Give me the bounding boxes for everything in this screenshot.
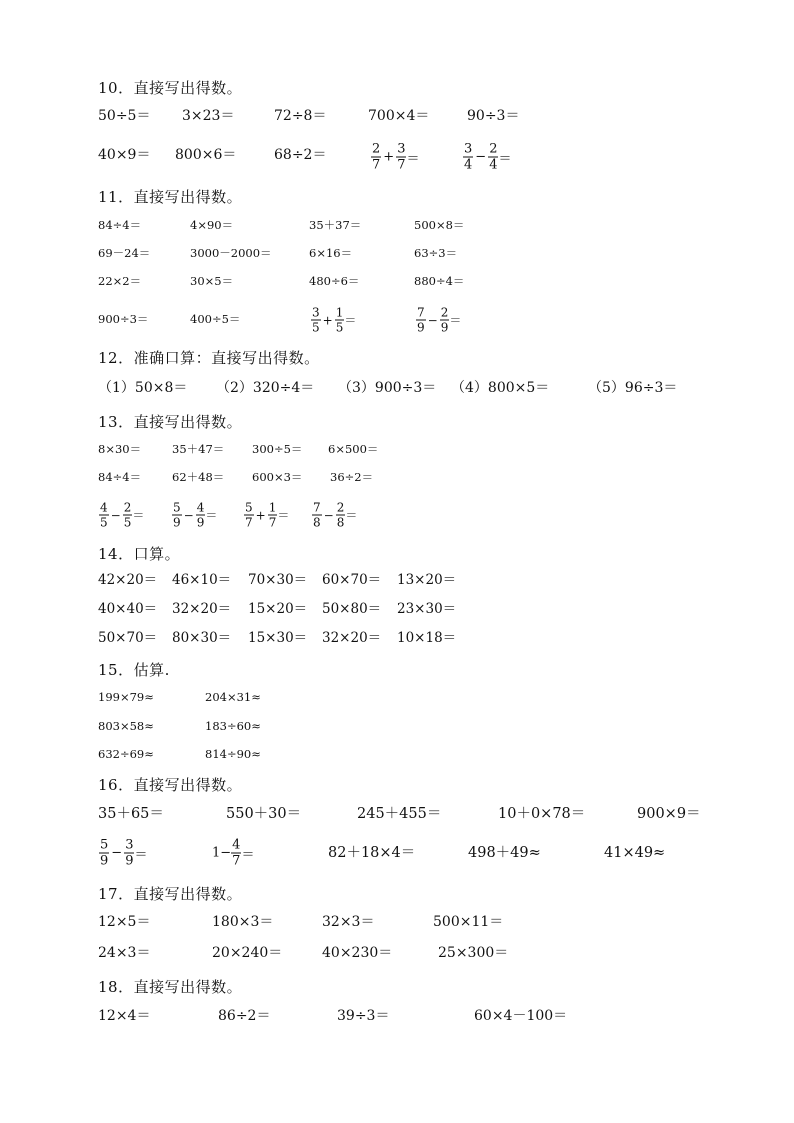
problem: 803×58≈: [98, 719, 154, 733]
problem: 25×300＝: [438, 945, 509, 961]
problem: 22×2＝: [98, 274, 142, 288]
fraction-problem: [244, 502, 289, 529]
denominator: 4: [489, 157, 498, 173]
problem: 41×49≈: [604, 845, 666, 861]
whole-number-term: 1−: [212, 845, 232, 861]
numerator: 1: [335, 305, 344, 320]
problem: 30×5＝: [190, 274, 234, 288]
problem: 500×8＝: [414, 218, 465, 232]
operator: −: [111, 845, 123, 861]
numerator: 2: [440, 305, 449, 320]
problem: 82＋18×4＝: [328, 845, 416, 861]
denominator: 9: [196, 515, 205, 530]
problem: 632÷69≈: [98, 747, 154, 761]
problem: 204×31≈: [205, 690, 261, 704]
problem: 12×5＝: [98, 914, 151, 930]
problem: 15×30＝: [248, 630, 308, 646]
problem: 80×30＝: [172, 630, 232, 646]
problem: 814÷90≈: [205, 747, 261, 761]
numerator: 3: [312, 305, 320, 320]
problem: 4×90＝: [190, 218, 234, 232]
problem: 40×40＝: [98, 601, 158, 617]
problem: 800×6＝: [175, 147, 237, 163]
problem: 50×70＝: [98, 630, 158, 646]
numerator: 3: [397, 141, 406, 157]
numerator: 7: [417, 305, 425, 320]
equals-sign: ＝: [134, 847, 148, 863]
problem: 90÷3＝: [467, 108, 520, 124]
fraction-problem: [99, 502, 144, 529]
problem: 199×79≈: [98, 690, 154, 704]
problem: （5）96÷3＝: [588, 380, 678, 396]
denominator: 9: [100, 853, 109, 869]
numerator: 1: [268, 500, 277, 515]
operator: +: [255, 508, 266, 522]
equals-sign: ＝: [345, 508, 358, 523]
problem: 40×9＝: [98, 147, 151, 163]
numerator: 4: [196, 500, 205, 515]
problem: 23×30＝: [397, 601, 457, 617]
operator: +: [322, 313, 333, 327]
problem: 6×16＝: [309, 246, 353, 260]
problem: 900×9＝: [637, 806, 701, 822]
operator: +: [383, 149, 395, 165]
problem: 3000－2000＝: [190, 246, 272, 260]
problem: 10＋0×78＝: [498, 806, 586, 822]
problem: 24×3＝: [98, 945, 151, 961]
problem: 32×20＝: [322, 630, 382, 646]
problem: 35＋65＝: [98, 806, 164, 822]
numerator: 3: [464, 141, 473, 157]
section-16-title: 16．直接写出得数。: [98, 776, 243, 794]
problem: （1）50×8＝: [98, 380, 188, 396]
problem: 60×4－100＝: [474, 1008, 568, 1024]
section-18-title: 18．直接写出得数。: [98, 978, 243, 996]
denominator: 7: [397, 157, 406, 173]
fraction-problem: [312, 502, 357, 529]
problem: 20×240＝: [212, 945, 283, 961]
problem: 32×3＝: [322, 914, 375, 930]
problem: 69－24＝: [98, 246, 151, 260]
problem: 15×20＝: [248, 601, 308, 617]
numerator: 7: [313, 500, 321, 515]
problem: 3×23＝: [182, 108, 235, 124]
equals-sign: ＝: [132, 508, 145, 523]
problem: 180×3＝: [212, 914, 274, 930]
problem: 42×20＝: [98, 572, 158, 588]
denominator: 9: [440, 320, 449, 335]
problem: 35＋37＝: [309, 218, 362, 232]
problem: 50×80＝: [322, 601, 382, 617]
problem: 72÷8＝: [274, 108, 327, 124]
operator: −: [183, 508, 194, 522]
numerator: 4: [232, 837, 241, 853]
operator: −: [427, 313, 438, 327]
numerator: 2: [336, 500, 345, 515]
numerator: 2: [372, 141, 381, 157]
problem: 13×20＝: [397, 572, 457, 588]
denominator: 5: [123, 515, 132, 530]
denominator: 9: [173, 515, 181, 530]
problem: 300÷5＝: [252, 442, 303, 456]
problem: （4）800×5＝: [451, 380, 550, 396]
equals-sign: ＝: [498, 151, 512, 167]
problem: 880÷4＝: [414, 274, 465, 288]
problem: 84÷4＝: [98, 470, 142, 484]
section-10-title: 10．直接写出得数。: [98, 79, 243, 97]
problem: 10×18＝: [397, 630, 457, 646]
problem: 900÷3＝: [98, 312, 149, 326]
problem: 700×4＝: [368, 108, 430, 124]
numerator: 2: [489, 141, 498, 157]
problem: 498＋49≈: [468, 845, 541, 861]
numerator: 4: [100, 500, 108, 515]
problem: 183÷60≈: [205, 719, 261, 733]
denominator: 5: [312, 320, 320, 335]
problem: 63÷3＝: [414, 246, 458, 260]
operator: −: [475, 149, 487, 165]
fraction-problem: [99, 839, 147, 868]
problem: 86÷2＝: [218, 1008, 271, 1024]
section-17-title: 17．直接写出得数。: [98, 885, 243, 903]
operator: −: [323, 508, 334, 522]
problem: 50÷5＝: [98, 108, 151, 124]
problem: 12×4＝: [98, 1008, 151, 1024]
problem: 600×3＝: [252, 470, 303, 484]
numerator: 5: [100, 837, 109, 853]
denominator: 4: [464, 157, 473, 173]
section-14-title: 14．口算。: [98, 545, 181, 563]
numerator: 3: [125, 837, 134, 853]
fraction-problem: [416, 307, 461, 334]
numerator: 5: [173, 500, 181, 515]
denominator: 9: [417, 320, 425, 335]
problem: 60×70＝: [322, 572, 382, 588]
problem: （2）320÷4＝: [216, 380, 315, 396]
section-12-title: 12．准确口算：直接写出得数。: [98, 349, 320, 367]
problem: 70×30＝: [248, 572, 308, 588]
problem: 35＋47＝: [172, 442, 225, 456]
problem: 6×500＝: [328, 442, 379, 456]
problem: 40×230＝: [322, 945, 393, 961]
denominator: 9: [125, 853, 134, 869]
problem: （3）900÷3＝: [338, 380, 437, 396]
problem: 46×10＝: [172, 572, 232, 588]
problem: 36÷2＝: [330, 470, 374, 484]
denominator: 7: [232, 853, 241, 869]
fraction-problem: [311, 307, 356, 334]
denominator: 8: [336, 515, 345, 530]
numerator: 5: [245, 500, 253, 515]
equals-sign: ＝: [449, 313, 462, 328]
equals-sign: ＝: [406, 151, 420, 167]
problem: 400÷5＝: [190, 312, 241, 326]
denominator: 5: [100, 515, 108, 530]
problem: 245＋455＝: [357, 806, 442, 822]
fraction-problem: [371, 143, 419, 172]
denominator: 7: [372, 157, 381, 173]
denominator: 8: [313, 515, 321, 530]
section-15-title: 15．估算.: [98, 661, 170, 679]
problem: 8×30＝: [98, 442, 142, 456]
problem: 68÷2＝: [274, 147, 327, 163]
problem: 550＋30＝: [226, 806, 302, 822]
equals-sign: ＝: [241, 847, 255, 863]
fraction-problem: [463, 143, 511, 172]
equals-sign: ＝: [277, 508, 290, 523]
section-13-title: 13．直接写出得数。: [98, 413, 243, 431]
equals-sign: ＝: [344, 313, 357, 328]
problem: 39÷3＝: [337, 1008, 390, 1024]
operator: −: [110, 508, 121, 522]
problem: 32×20＝: [172, 601, 232, 617]
denominator: 7: [245, 515, 253, 530]
problem: 62＋48＝: [172, 470, 225, 484]
numerator: 2: [123, 500, 132, 515]
problem: 500×11＝: [433, 914, 504, 930]
fraction-problem: [212, 839, 254, 868]
equals-sign: ＝: [205, 508, 218, 523]
denominator: 7: [268, 515, 277, 530]
denominator: 5: [335, 320, 344, 335]
section-11-title: 11．直接写出得数。: [98, 188, 243, 206]
problem: 480÷6＝: [309, 274, 360, 288]
problem: 84÷4＝: [98, 218, 142, 232]
fraction-problem: [172, 502, 217, 529]
